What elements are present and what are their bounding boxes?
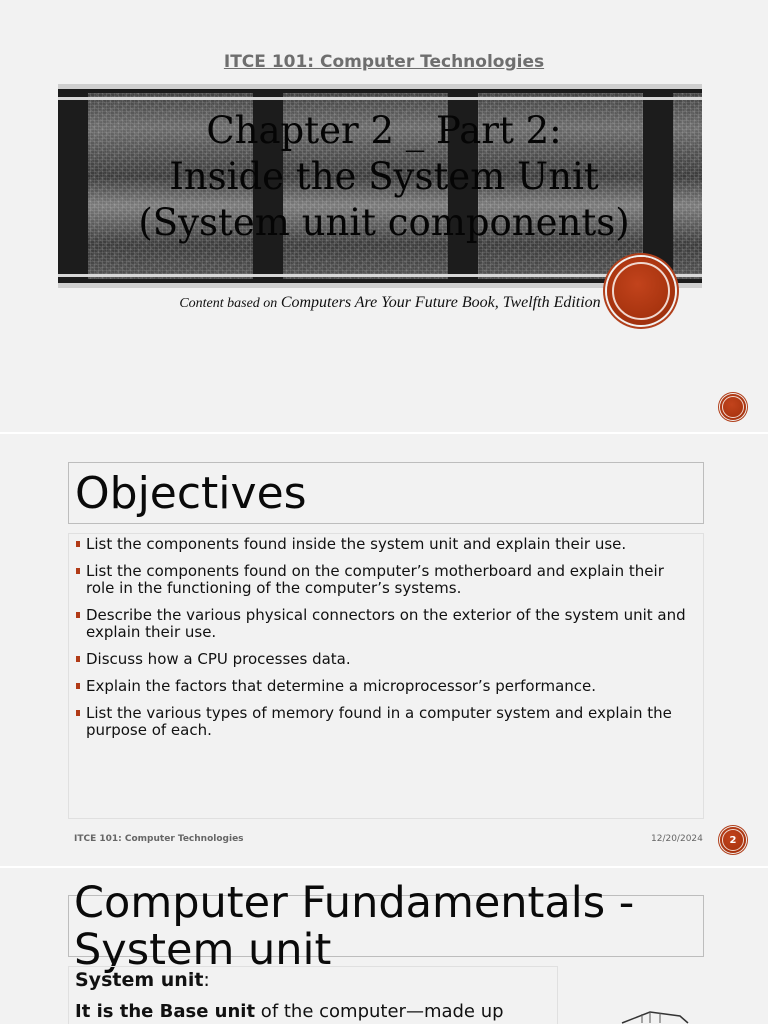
slide-title-line: Computer Fundamentals - [74, 878, 635, 928]
slide-title: Objectives [75, 468, 307, 519]
subtitle-book: Computers Are Your Future Book, Twelfth Edition [280, 294, 601, 311]
slide-title [74, 880, 694, 974]
section-heading-bold: System unit [75, 969, 204, 991]
content-placeholder[interactable] [68, 533, 704, 819]
section-heading-colon: : [203, 969, 210, 991]
slide-number-badge: 2 [720, 827, 746, 853]
banner-stripe [58, 274, 702, 277]
fundamentals-slide[interactable] [0, 868, 768, 1024]
body-line-rest: of the computer—made up [255, 1001, 504, 1022]
footer-text: ITCE 101: Computer Technologies [74, 834, 244, 844]
bullet-item: Describe the various physical connectors on the exterior of the system unit and explain their use. [86, 607, 695, 641]
bullet-item: Explain the factors that determine a microprocessor’s performance. [86, 678, 695, 695]
course-title: ITCE 101: Computer Technologies [223, 52, 545, 72]
title-slide[interactable] [0, 0, 768, 432]
slide-title [58, 108, 710, 246]
slide-title-line: Chapter 2 _ Part 2: [206, 109, 562, 152]
bullet-item: List the components found inside the system unit and explain their use. [86, 536, 695, 553]
subtitle-prefix: Content based on [179, 296, 281, 311]
title-placeholder[interactable] [68, 462, 704, 524]
slide-number-badge [720, 394, 746, 420]
bullet-item: List the various types of memory found in a computer system and explain the purpose of each. [86, 705, 695, 739]
objectives-slide[interactable] [0, 434, 768, 866]
content-placeholder[interactable] [68, 966, 558, 1024]
slide-title-line: System unit [74, 925, 332, 975]
bullet-item: List the components found on the computer’s motherboard and explain their role in the functioning of the computer’s systems. [86, 563, 695, 597]
bullet-item: Discuss how a CPU processes data. [86, 651, 695, 668]
bullet-list [69, 534, 703, 739]
slide-subtitle [0, 294, 768, 312]
decorative-circle-icon [607, 257, 675, 325]
computer-image [620, 1010, 690, 1024]
banner-stripe [58, 97, 702, 100]
slide-title-line: Inside the System Unit [169, 155, 599, 198]
slide-title-line: (System unit components) [138, 201, 630, 244]
body-line [75, 1001, 504, 1022]
footer-date: 12/20/2024 [651, 834, 703, 844]
section-heading [75, 969, 210, 991]
body-line-bold: It is the Base unit [75, 1001, 256, 1022]
